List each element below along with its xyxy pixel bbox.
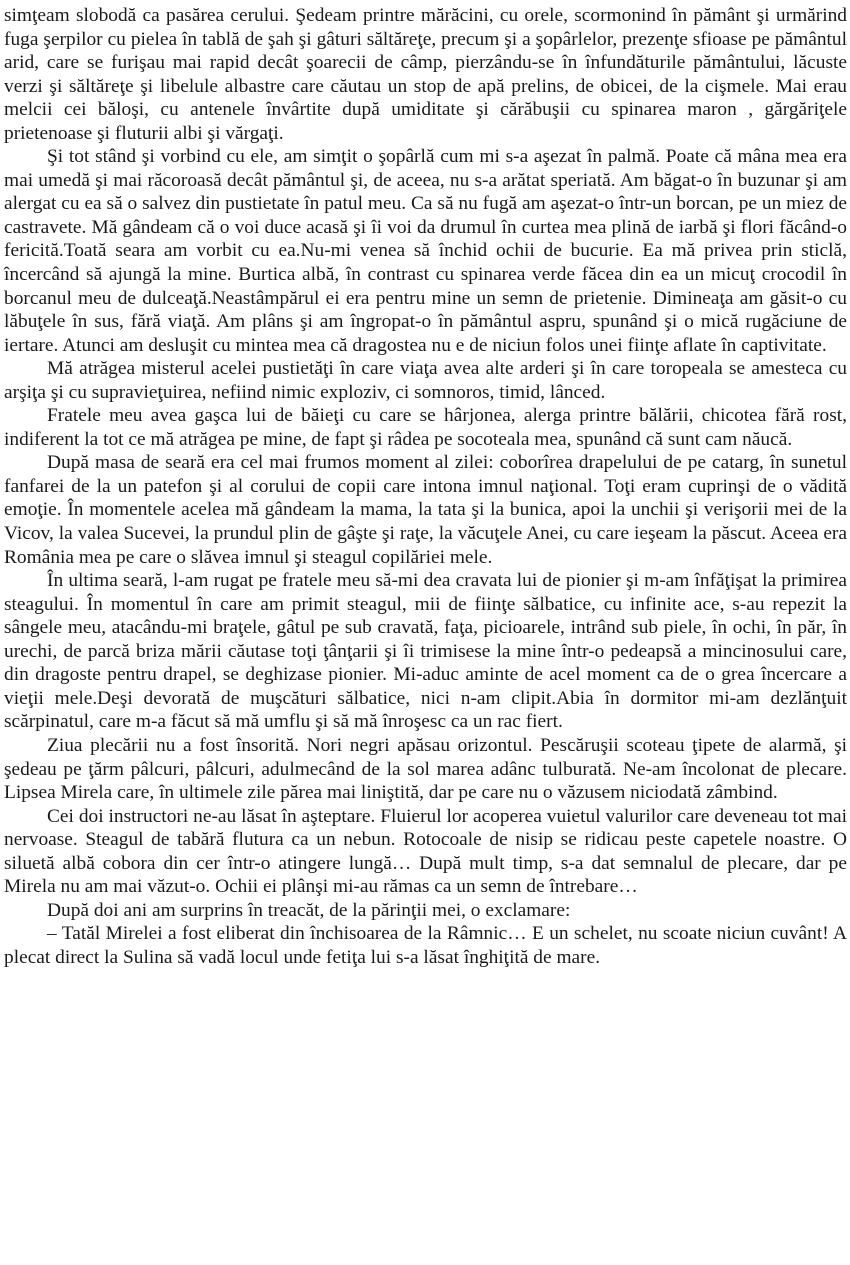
paragraph-dialogue: – Tatăl Mirelei a fost eliberat din închisoarea de la Râmnic… E un schelet, nu scoate niciun cuvânt! A plecat direct la Sulina să vadă locul unde fetiţa lui s-a lăsat înghiţită de mare. [4, 923, 847, 968]
paragraph-lizard: Şi tot stând şi vorbind cu ele, am simţit o şopârlă cum mi s-a aşezat în palmă. Poate că mâna mea era mai umedă şi mai răcoroasă decât pământul şi, de aceea, nu s-a arătat speriată. Am băgat-o în buzunar şi am alergat cu ea să o salvez din pustietate în patul meu. Ca să nu fugă am aşezat-o într-un borcan, pe un miez de castravete. Mă gândeam că o voi duce acasă şi îi voi da drumul în curtea mea plină de iarbă şi flori făcând-o fericită.Toată seara am vorbit cu ea.Nu-mi venea să închid ochii de bucurie. Ea mă privea prin sticlă, încercând să ajungă la mine. Burtica albă, în contrast cu spinarea verde făcea din ea un micuţ crocodil în borcanul meu de dulceaţă.Neastâmpărul ei era pentru mine un semn de prietenie. Dimineaţa am găsit-o cu lăbuţele în sus, fără viaţă. Am plâns şi am îngropat-o în pământul aspru, spunând şi o mică rugăciune de iertare. Atunci am desluşit cu mintea mea că dragostea nu e de niciun folos unei fiinţe aflate în captivitate. [4, 146, 847, 356]
paragraph-continuation: simţeam slobodă ca pasărea cerului. Şedeam printre mărăcini, cu orele, scormonind în pământ şi urmărind fuga şerpilor cu pielea în tablă de şah şi gâturi săltăreţe, precum şi a şopârlelor, prezenţe sfioase pe pământul arid, care se furişau mai rapid decât şoarecii de câmp, pierzându-se în înfundăturile pământului, lăcuste verzi şi săltăreţe şi libelule albastre care căutau un stop de apă prelins, de obicei, de la cişmele. Mai erau melcii cei băloşi, cu antenele învârtite după umiditate şi cărăbuşii cu spinarea maron , gărgăriţele prietenoase şi fluturii albi şi vărgaţi. [4, 5, 847, 144]
paragraph-departure-day: Ziua plecării nu a fost însorită. Nori negri apăsau orizontul. Pescăruşii scoteau ţipete de alarmă, şi şedeau pe ţărm pâlcuri, pâlcuri, adulmecând de la sol marea adânc tulburată. Ne-am încolonat de plecare. Lipsea Mirela care, în ultimele zile părea mai liniştită, dar pe care nu o văzusem niciodată zâmbind. [4, 734, 847, 804]
paragraph-two-years-later: După doi ani am surprins în treacăt, de la părinţii mei, o exclamare: [47, 899, 571, 921]
paragraph-flag-lowering: După masa de seară era cel mai frumos moment al zilei: coborîrea drapelului de pe catarg, în sunetul fanfarei de la un patefon şi al corului de copii care intona imnul naţional. Toţi eram cuprinşi de o vădită emoţie. În momentele acelea mă gândeam la mama, la tata şi la bunica, apoi la unchii şi verişorii mei de la Vicov, la valea Sucevei, la prundul plin de gâşte şi raţe, la văcuţele Anei, cu care ieşeam la păscut. Aceea era România mea pe care o slăvea imnul şi steagul copilăriei mele. [4, 452, 847, 568]
paragraph-instructors: Cei doi instructori ne-au lăsat în aşteptare. Fluierul lor acoperea vuietul valurilor care deveneau tot mai nervoase. Steagul de tabără flutura ca un nebun. Rotocoale de nisip se ridicau peste capetele noastre. O siluetă albă cobora din cer într-o atingere lungă… După mult timp, s-a dat semnalul de plecare, dar pe Mirela nu am mai văzut-o. Ochii ei plânşi mi-au rămas ca un semn de întrebare… [4, 805, 847, 898]
paragraph-wilderness: Mă atrăgea misterul acelei pustietăţi în care viaţa avea alte arderi şi în care toropeala se amesteca cu arşiţa şi cu supravieţuirea, nefiind nimic exploziv, ci somnoros, timid, lânced. [4, 358, 847, 403]
paragraph-brother: Fratele meu avea gaşca lui de băieţi cu care se hârjonea, alerga printre bălării, chicotea fără rost, indiferent la tot ce mă atrăgea pe mine, de fapt şi râdea pe socoteala mea, spunând că sunt cam năucă. [4, 405, 847, 450]
paragraph-last-evening: În ultima seară, l-am rugat pe fratele meu să-mi dea cravata lui de pionier şi m-am înfăţişat la primirea steagului. În momentul în care am primit steagul, mii de fiinţe sălbatice, cu infinite ace, s-au repezit la sângele meu, atacându-mi braţele, gâtul pe sub cravată, faţa, picioarele, intrând sub piele, în ochi, în păr, în urechi, de parcă briza mării căutase toţi ţânţarii şi îi trimisese la mine într-o pedeapsă a mincinosului care, din dragoste pentru drapel, se deghizase pionier. Mi-aduc aminte de acel moment ca de o grea încercare a vieţii mele.Deşi devorată de muşcături sălbatice, nici n-am clipit.Abia în dormitor mi-am dezlănţuit scărpinatul, care m-a făcut să mă umflu şi să mă înroşesc ca un rac fiert. [4, 570, 847, 733]
